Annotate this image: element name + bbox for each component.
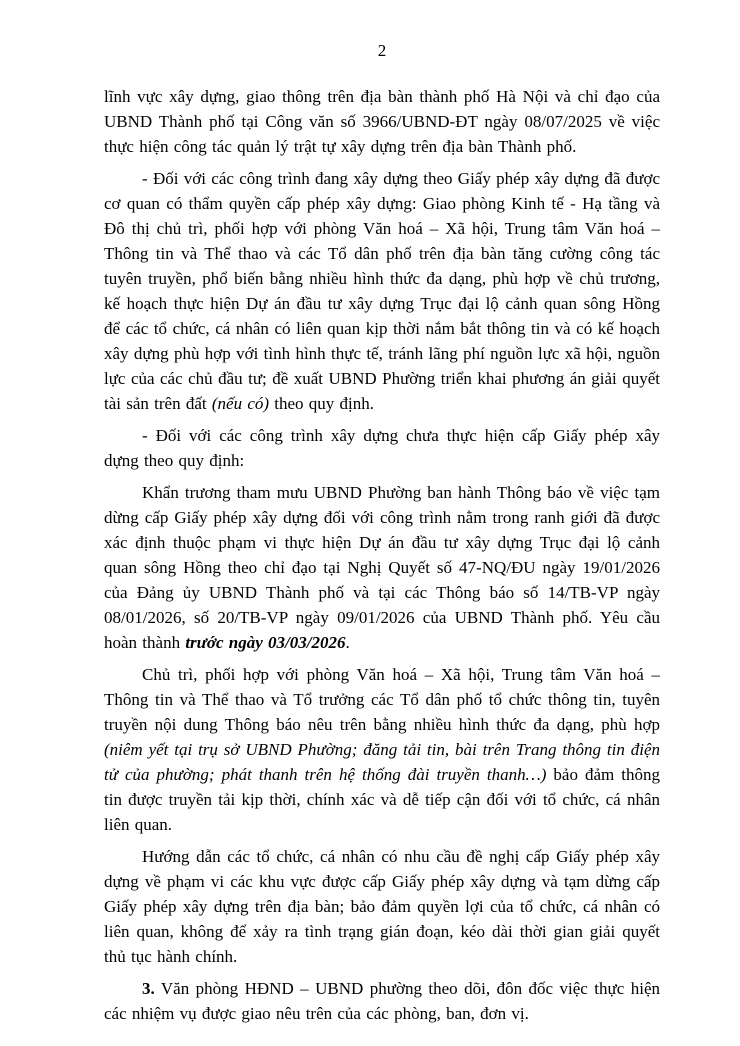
text-run: trước ngày 03/03/2026: [185, 633, 346, 652]
text-run: - Đối với các công trình xây dựng chưa thực hiện cấp Giấy phép xây dựng theo quy định:: [104, 426, 660, 470]
text-run: Hướng dẫn các tổ chức, cá nhân có nhu cầu đề nghị cấp Giấy phép xây dựng về phạm vi các khu vực được cấp Giấy phép xây dựng và tạm dừng cấp Giấy phép xây dựng trên địa bàn; bảo đảm quyền lợi của tổ chức, cá nhân có liên quan, không để xảy ra tình trạng gián đoạn, kéo dài thời gian giải quyết thủ tục hành chính.: [104, 847, 660, 966]
text-run: lĩnh vực xây dựng, giao thông trên địa bàn thành phố Hà Nội và chỉ đạo của UBND Thành phố tại Công văn số 3966/UBND-ĐT ngày 08/07/2025 về việc thực hiện công tác quản lý trật tự xây dựng trên địa bàn Thành phố.: [104, 87, 660, 156]
paragraph: [104, 84, 660, 159]
text-run: Văn phòng HĐND – UBND phường theo dõi, đôn đốc việc thực hiện các nhiệm vụ được giao nêu trên của các phòng, ban, đơn vị.: [104, 979, 660, 1023]
text-run: 3.: [142, 979, 155, 998]
paragraph: [104, 976, 660, 1026]
paragraph: [104, 480, 660, 655]
text-run: Chủ trì, phối hợp với phòng Văn hoá – Xã hội, Trung tâm Văn hoá – Thông tin và Thể thao và Tổ trưởng các Tổ dân phố tổ chức thông tin, tuyên truyền nội dung Thông báo nêu trên bằng nhiều hình thức đa dạng, phù hợp: [104, 665, 660, 734]
text-run: bảo đảm thông tin được truyền tải kịp thời, chính xác và dễ tiếp cận đối với tổ chức, cá nhân liên quan.: [104, 765, 660, 834]
page-number: 2: [377, 41, 387, 60]
paragraph: [104, 844, 660, 969]
paragraph: [104, 423, 660, 473]
text-run: - Đối với các công trình đang xây dựng theo Giấy phép xây dựng đã được cơ quan có thẩm quyền cấp phép xây dựng: Giao phòng Kinh tế - Hạ tầng và Đô thị chủ trì, phối hợp với phòng Văn hoá – Xã hội, Trung tâm Văn hoá – Thông tin và Thể thao và các Tổ dân phố trên địa bàn tăng cường công tác tuyên truyền, phổ biến bằng nhiều hình thức đa dạng, phù hợp về chủ trương, kế hoạch thực hiện Dự án đầu tư xây dựng Trục đại lộ cảnh quan sông Hồng để các tổ chức, cá nhân có liên quan kịp thời nắm bắt thông tin và có kế hoạch xây dựng phù hợp với tình hình thực tế, tránh lãng phí nguồn lực xã hội, nguồn lực của các chủ đầu tư; đề xuất UBND Phường triển khai phương án giải quyết tài sản trên đất: [104, 169, 660, 413]
text-run: theo quy định.: [269, 394, 375, 413]
text-run: (nếu có): [211, 394, 270, 413]
document-body: [104, 84, 660, 1026]
text-run: .: [345, 633, 350, 652]
text-run: (niêm yết tại trụ sở UBND Phường; đăng tải tin, bài trên Trang thông tin điện tử của phường; phát thanh trên hệ thống đài truyền thanh…): [104, 740, 660, 784]
text-run: Khẩn trương tham mưu UBND Phường ban hành Thông báo về việc tạm dừng cấp Giấy phép xây dựng đối với công trình nằm trong ranh giới đã được xác định thuộc phạm vi thực hiện Dự án đầu tư xây dựng Trục đại lộ cảnh quan sông Hồng theo chỉ đạo tại Nghị Quyết số 47-NQ/ĐU ngày 19/01/2026 của Đảng ủy UBND Thành phố và tại các Thông báo số 14/TB-VP ngày 08/01/2026, số 20/TB-VP ngày 09/01/2026 của UBND Thành phố. Yêu cầu hoàn thành: [104, 483, 660, 652]
paragraph: [104, 166, 660, 416]
paragraph: [104, 662, 660, 837]
